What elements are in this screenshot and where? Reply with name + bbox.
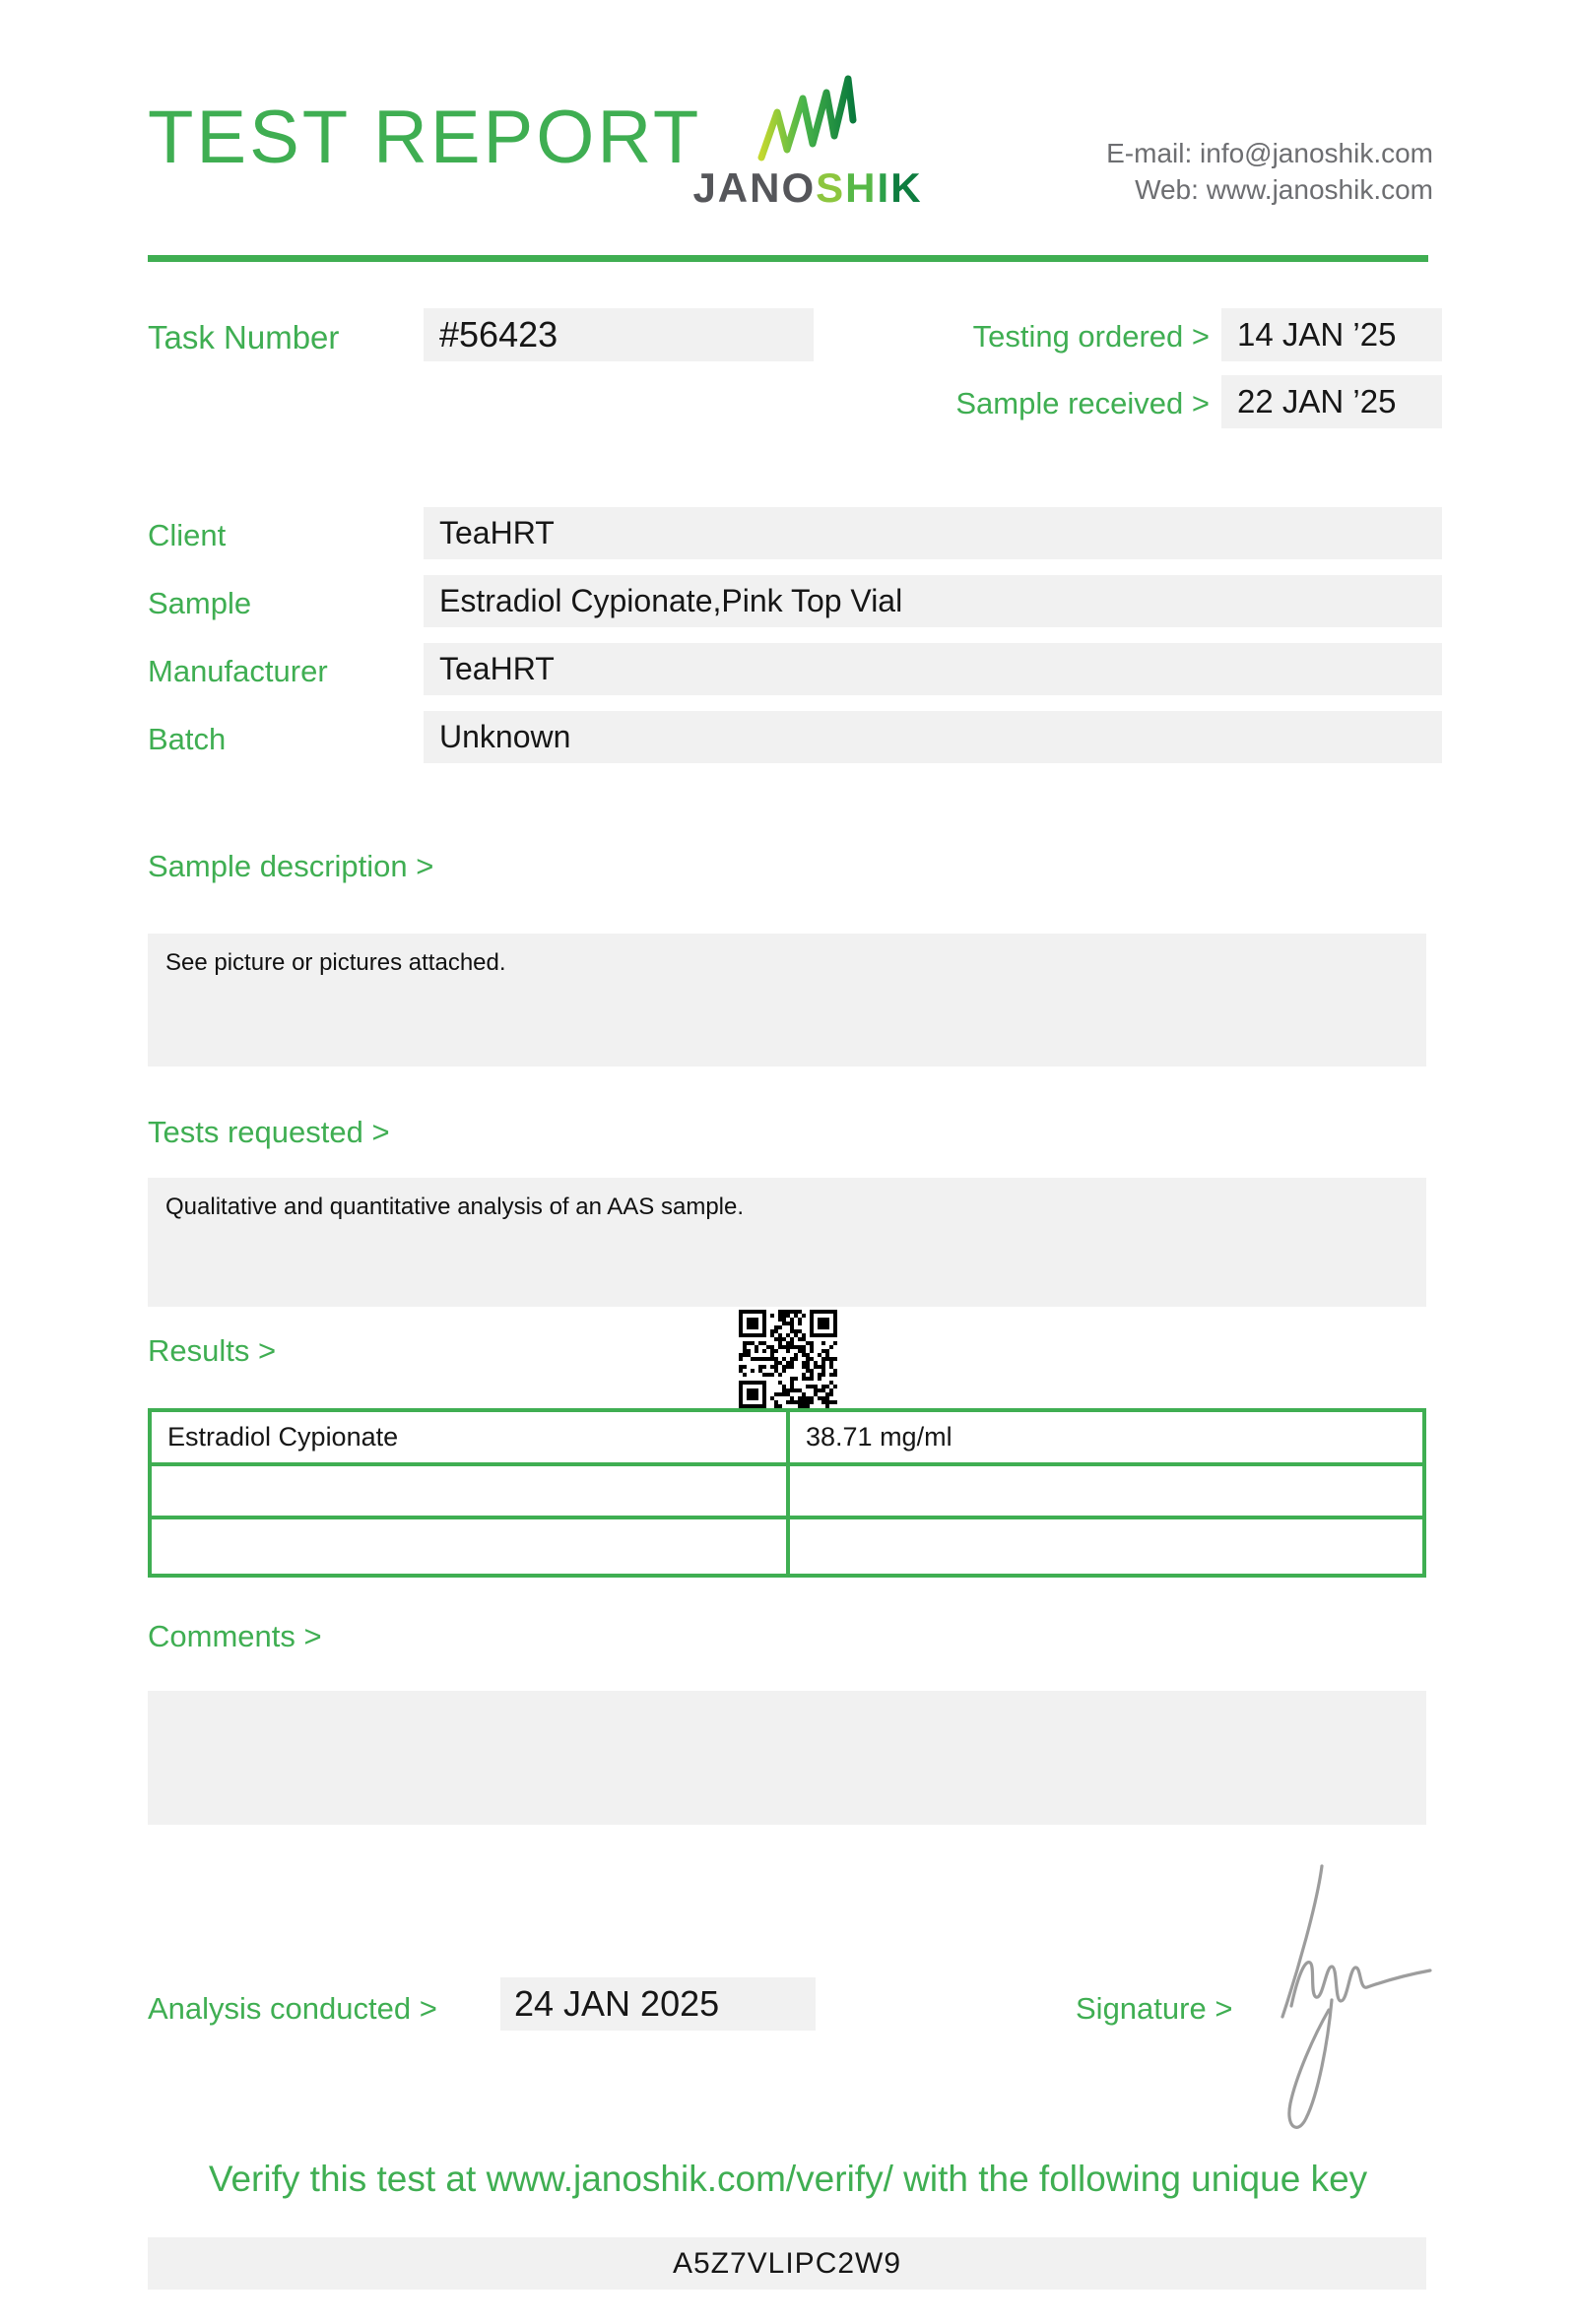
signature-label: Signature > — [1076, 1991, 1233, 2026]
testing-ordered-value — [1221, 308, 1442, 361]
client-label: Client — [148, 518, 227, 552]
client-text: TeaHRT — [439, 515, 555, 550]
sample-received-date: 22 JAN ’25 — [1237, 383, 1397, 420]
batch-text: Unknown — [439, 719, 571, 754]
logo-i: I — [877, 164, 891, 211]
results-heading: Results > — [148, 1333, 277, 1368]
results-cell-analyte-1 — [152, 1412, 790, 1466]
logo-chart-icon — [749, 71, 867, 163]
client-value — [424, 507, 1442, 559]
analysis-conducted-label: Analysis conducted > — [148, 1991, 437, 2026]
sample-received-value — [1221, 375, 1442, 428]
janoshik-logo — [680, 71, 936, 209]
qr-code — [739, 1310, 837, 1413]
manufacturer-text: TeaHRT — [439, 651, 555, 686]
sample-description-text: See picture or pictures attached. — [165, 949, 506, 976]
tests-requested-text: Qualitative and quantitative analysis of an AAS sample. — [165, 1194, 745, 1220]
unique-key-text: A5Z7VLIPC2W9 — [672, 2246, 902, 2280]
comments-heading: Comments > — [148, 1619, 322, 1653]
logo-k: K — [890, 164, 923, 211]
tests-requested-box — [148, 1178, 1426, 1307]
logo-h: H — [845, 164, 878, 211]
email-line: E-mail: info@janoshik.com — [1106, 138, 1433, 168]
task-number-value — [424, 308, 814, 361]
testing-ordered-label: Testing ordered > — [972, 319, 1210, 354]
task-number-text: #56423 — [439, 314, 558, 355]
manufacturer-value — [424, 643, 1442, 695]
results-table — [148, 1408, 1426, 1578]
batch-value — [424, 711, 1442, 763]
sample-label: Sample — [148, 586, 252, 620]
logo-jano-text: JANO — [692, 164, 817, 211]
contact-info — [1106, 136, 1433, 209]
analysis-date-text: 24 JAN 2025 — [514, 1983, 720, 2024]
signature — [1261, 1856, 1458, 2152]
logo-wordmark — [680, 164, 936, 211]
logo-s: S — [816, 164, 846, 211]
page-title: TEST REPORT — [148, 96, 702, 179]
sample-description-box — [148, 934, 1426, 1066]
web-line: Web: www.janoshik.com — [1135, 173, 1433, 205]
sample-received-label: Sample received > — [955, 386, 1210, 420]
batch-label: Batch — [148, 722, 227, 756]
comments-box — [148, 1691, 1426, 1825]
results-cell-analyte-2 — [152, 1466, 790, 1520]
results-cell-result-1 — [790, 1412, 1422, 1466]
results-cell-analyte-3 — [152, 1519, 790, 1574]
results-cell-result-2 — [790, 1466, 1422, 1520]
header-divider — [148, 255, 1428, 262]
verify-instruction: Verify this test at www.janoshik.com/verify/ with the following unique key — [208, 2159, 1368, 2199]
task-number-label: Task Number — [148, 319, 340, 355]
tests-requested-heading: Tests requested > — [148, 1115, 390, 1149]
unique-key-box — [148, 2237, 1426, 2290]
analyte-text: Estradiol Cypionate — [167, 1421, 399, 1452]
testing-ordered-date: 14 JAN ’25 — [1237, 316, 1397, 353]
sample-description-heading: Sample description > — [148, 849, 434, 883]
analysis-date-value — [500, 1977, 816, 2031]
results-cell-result-3 — [790, 1519, 1422, 1574]
sample-value — [424, 575, 1442, 627]
result-text: 38.71 mg/ml — [806, 1421, 952, 1452]
manufacturer-label: Manufacturer — [148, 654, 328, 688]
sample-text: Estradiol Cypionate,Pink Top Vial — [439, 583, 903, 618]
